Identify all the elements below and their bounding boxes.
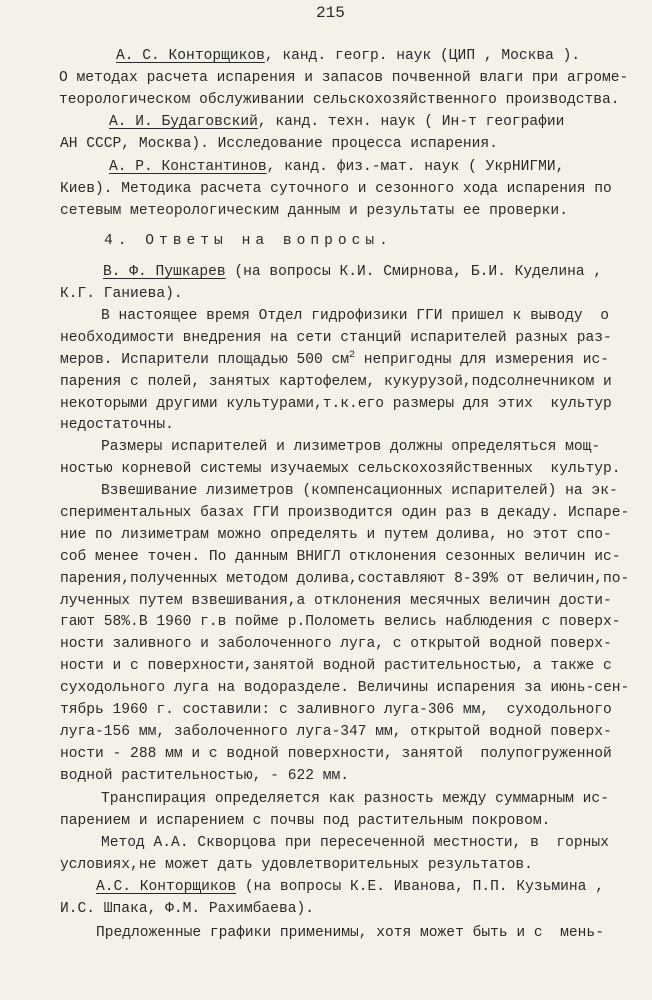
author-line-konstantinov — [109, 158, 564, 176]
text-line: ности - 288 мм и с водной поверхности, занятой полупогруженной — [60, 746, 612, 762]
text-line: тябрь 1960 г. составили: с заливного луга-306 мм, суходольного — [60, 702, 612, 718]
text-line: АН СССР, Москва). Исследование процесса испарения. — [60, 136, 498, 152]
author-affiliation: , канд. физ.-мат. наук ( УкрНИГМИ, — [266, 159, 565, 175]
text-line-with-superscript: меров. Испарители площадью 500 $см^2$ непригодны для измерения ис- — [60, 350, 610, 368]
section-title: 4. Ответы на вопросы. — [104, 233, 393, 249]
text-line: соб менее точен. По данным ВНИГЛ отклонения сезонных величин ис- — [60, 549, 621, 565]
text-line: необходимости внедрения на сети станций испарителей разных раз- — [60, 330, 612, 346]
text-line: сетевым метеорологическим данным и результаты ее проверки. — [60, 203, 568, 219]
text-line: суходольного луга на водоразделе. Величины испарения за июнь-сен- — [60, 680, 630, 696]
author-name: А. И. Будаговский — [109, 114, 258, 130]
text-line: ности заливного и заболоченного луга, с открытой водной поверх- — [60, 636, 612, 652]
text-line: парения,полученных методом долива,составляют 8-39% от величин,по- — [60, 571, 630, 587]
text-line: теорологическом обслуживании сельскохозяйственного производства. — [59, 92, 620, 108]
author-line-kontorshchikov — [116, 47, 580, 65]
superscript: 2 — [349, 350, 356, 361]
author-name: В. Ф. Пушкарев — [103, 264, 226, 280]
author-line-kontorshchikov-answers — [96, 878, 604, 896]
text-line: некоторыми другими культурами,т.к.его размеры для этих культур — [60, 396, 612, 412]
text-line: ние по лизиметрам можно определять и путем долива, но этот спо- — [60, 527, 612, 543]
text-line: спериментальных базах ГГИ производится один раз в декаду. Испаре- — [60, 505, 630, 521]
page-number: 215 — [316, 4, 345, 22]
author-name: А. С. Конторщиков — [116, 48, 265, 64]
text-line: И.С. Шпака, Ф.М. Рахимбаева). — [60, 901, 314, 917]
text-line: парения с полей, занятых картофелем, кукурузой,подсолнечником и — [60, 374, 612, 390]
text-line: ностью корневой системы изучаемых сельскохозяйственных культур. — [60, 461, 621, 477]
questions-reference: (на вопросы К.И. Смирнова, Б.И. Куделина , — [225, 264, 603, 280]
text-line: Метод А.А. Скворцова при пересеченной местности, в горных — [101, 835, 609, 851]
text-line: парением и испарением с почвы под растительным покровом. — [60, 813, 551, 829]
text-line: Транспирация определяется как разность между суммарным ис- — [101, 791, 609, 807]
text-line: условиях,не может дать удовлетворительных результатов. — [60, 857, 533, 873]
author-line-budagovsky — [109, 113, 564, 131]
author-affiliation: , канд. геогр. наук (ЦИП , Москва ). — [264, 48, 581, 64]
text-line: водной растительностью, - 622 мм. — [60, 768, 350, 784]
text-line: К.Г. Ганиева). — [60, 286, 183, 302]
text-line: О методах расчета испарения и запасов почвенной влаги при агроме- — [59, 70, 629, 86]
text-line: гают 58%.В 1960 г.в пойме р.Полометь велись наблюдения с поверх- — [60, 614, 621, 630]
text-line: недостаточны. — [60, 417, 174, 433]
author-name: А. Р. Константинов — [109, 159, 267, 175]
author-name: А.С. Конторщиков — [96, 879, 237, 895]
questions-reference: (на вопросы К.Е. Иванова, П.П. Кузьмина , — [236, 879, 604, 895]
author-line-pushkarev — [103, 263, 602, 281]
author-affiliation: , канд. техн. наук ( Ин-т географии — [257, 114, 565, 130]
text-line: Размеры испарителей и лизиметров должны определяться мощ- — [101, 439, 601, 455]
text-line: Взвешивание лизиметров (компенсационных испарителей) на эк- — [101, 483, 618, 499]
text-line: Киев). Методика расчета суточного и сезонного хода испарения по — [60, 181, 612, 197]
text-line: лученных путем взвешивания,а отклонения месячных величин дости- — [60, 593, 612, 609]
text-line: ности и с поверхности,занятой водной растительностью, а также с — [60, 658, 612, 674]
text-line: В настоящее время Отдел гидрофизики ГГИ пришел к выводу о — [101, 308, 609, 324]
text-line: Предложенные графики применимы, хотя может быть и с мень- — [96, 925, 604, 941]
text-line: луга-156 мм, заболоченного луга-347 мм, открытой водной поверх- — [60, 724, 612, 740]
